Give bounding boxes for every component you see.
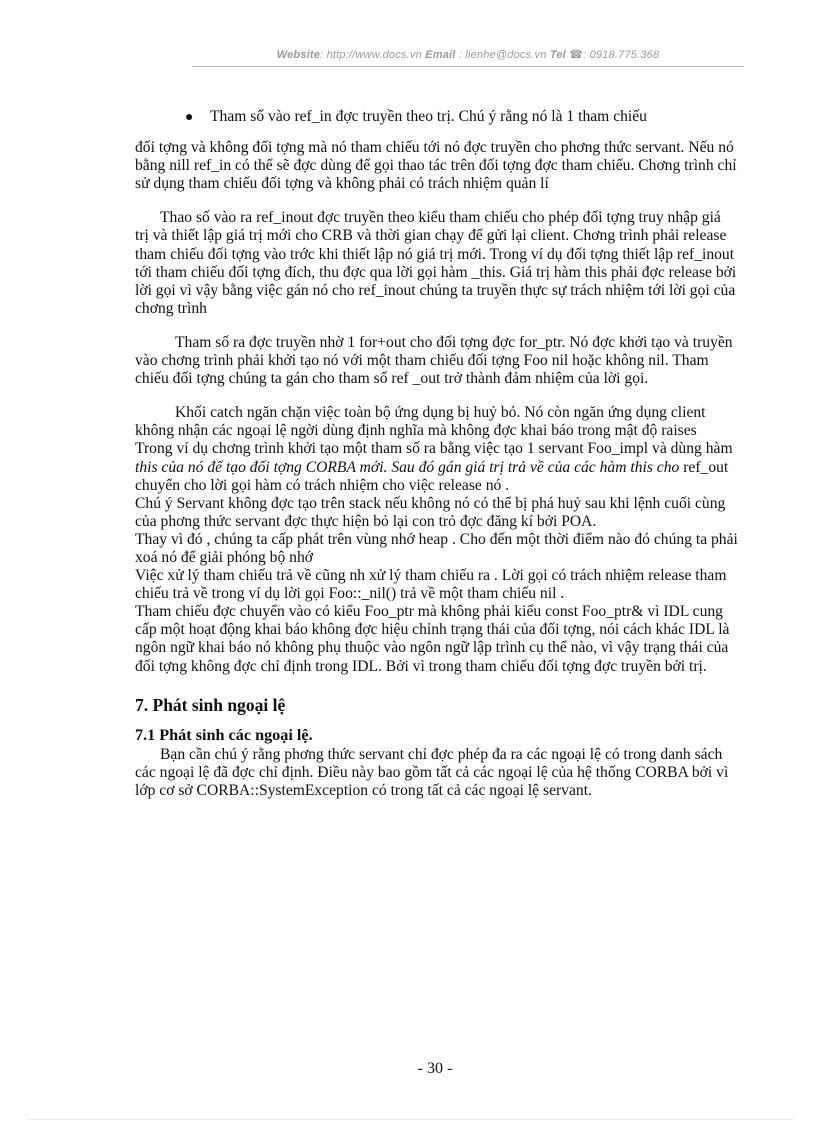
paragraph-6: Chú ý Servant không đợc tạo trên stack nếu không nó có thể bị phá huỷ sau khi lệnh cuối cùng của phơng thức servant đợc thực hiện bỏ lại con trỏ đợc đăng kí bởi POA.	[135, 494, 726, 530]
email-value: : lienhe@docs.vn	[458, 49, 547, 61]
page-number: - 30 -	[417, 1060, 453, 1077]
paragraph-2: Thao số vào ra ref_inout đợc truyền theo kiểu tham chiếu cho phép đối tợng truy nhập giá trị và thiết lập giá trị mới cho CRB và thời gian chạy để gửi lại client. Chơng trình phải release tham chiếu đối tợng vào trớc khi thiết lập nó giá trị mới. Trong ví dụ đối tợng thiết lập ref_inout tới tham chiếu đối tợng đích, thu đợc qua lời gọi hàm _this. Giá trị hàm this phải đợc release bởi lời gọi vì vậy bằng việc gán nó cho ref_inout chúng ta truyền thực sự trách nhiệm tới lời gọi của chơng trình	[135, 209, 737, 317]
paragraph-5-end: ref_out chuyển cho lời gọi hàm có trách nhiệm cho việc release nó .	[135, 458, 729, 494]
paragraph-4: Khối catch ngăn chặn việc toàn bộ ứng dụng bị huỷ bỏ. Nó còn ngăn ứng dụng client không nhận các ngoại lệ ngời dùng định nghĩa mà không đợc khai báo trong mật độ raises	[135, 404, 706, 440]
paragraph-7: Thay vì đó , chúng ta cấp phát trên vùng nhớ heap . Cho đến một thời điểm nào đó chúng ta phải xoá nó để giải phóng bộ nhớ	[135, 530, 738, 566]
section-heading: 7. Phát sinh ngoại lệ	[135, 694, 286, 715]
paragraph-3: Tham số ra đợc truyền nhờ 1 for+out cho đối tợng đợc for_ptr. Nó đợc khởi tạo và truyền vào chơng trình phải khởi tạo nó với một tham chiếu đối tợng Foo nil hoặc không nil. Tham chiếu đối tợng chúng ta gán cho tham số ref _out trở thành đảm nhiệm của lời gọi.	[135, 333, 733, 388]
paragraph-8: Việc xử lý tham chiếu trả về cũng nh xử lý tham chiếu ra . Lời gọi có trách nhiệm release tham chiếu trả về trong ví dụ lời gọi Foo::_nil() trả về một tham chiếu nil .	[135, 567, 727, 603]
paragraph-5-start: Trong ví dụ chơng trình khởi tạo một tham số ra bằng việc tạo 1 servant Foo_impl và dùng hàm	[135, 440, 733, 458]
phone-icon: ☎	[569, 49, 584, 61]
website-label: Website	[276, 49, 321, 61]
bullet-dot-icon: ●	[185, 110, 194, 125]
paragraph-1: đối tợng và không đối tợng mà nó tham chiếu tới nó đợc truyền cho phơng thức servant. Nếu nó bằng nill ref_in có thể sẽ đợc dùng để gọi thao tác trên đối tợng đợc tham chiếu. Chơng trình chỉ sử dụng tham chiếu đối tợng và không phải có trách nhiệm quản lí	[135, 139, 737, 193]
page-header	[192, 48, 744, 61]
document-body	[135, 108, 738, 800]
header-rule	[192, 66, 744, 67]
email-label: Email	[425, 49, 456, 61]
tel-value: : 0918.775.368	[583, 49, 660, 61]
bullet-text: Tham số vào ref_in đợc truyền theo trị. Chú ý rằng nó là 1 tham chiếu	[210, 108, 647, 125]
bullet-item	[135, 108, 738, 126]
paragraph-10: Bạn cần chú ý rằng phơng thức servant chỉ đợc phép đa ra các ngoại lệ có trong danh sách các ngoại lệ đã đợc chỉ định. Điều này bao gồm tất cả các ngoại lệ của hệ thống CORBA bởi vì lớp cơ sở CORBA::SystemException có trong tất cả các ngoại lệ servant.	[135, 745, 729, 799]
paragraph-9: Tham chiếu đợc chuyển vào có kiểu Foo_ptr mà không phải kiểu const Foo_ptr& vì IDL cung cấp một hoạt động khai báo không đợc hiệu chỉnh trạng thái của đối tợng, nói cách khác IDL là ngôn ngữ khai báo nó không phụ thuộc vào ngôn ngữ lập trình cụ thể nào, vì vậy trạng thái của đối tợng không đợc chỉ định trong IDL. Bởi vì trong tham chiếu đối tợng đợc truyền bởi trị.	[135, 603, 730, 675]
footer-rule	[28, 1119, 793, 1120]
paragraph-5-italic: this của nó để tạo đối tợng CORBA mới. Sau đó gán giá trị trả về của các hàm this cho	[135, 458, 680, 476]
paragraph-5	[135, 440, 738, 494]
website-value: : http://www.docs.vn	[320, 49, 422, 61]
subsection-heading: 7.1 Phát sinh các ngoại lệ.	[135, 725, 313, 744]
tel-label: Tel	[549, 49, 566, 61]
